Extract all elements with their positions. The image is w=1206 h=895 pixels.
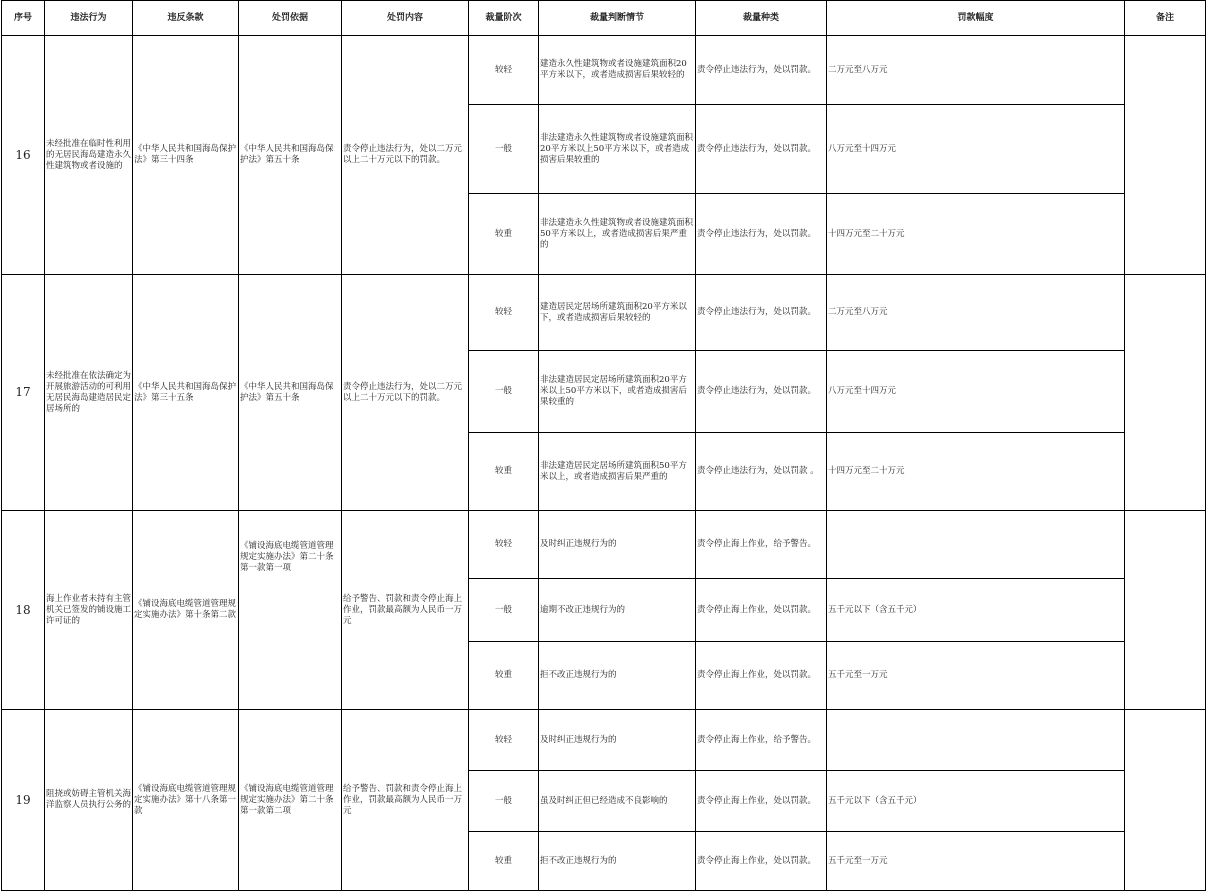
row-circumstance: 拒不改正违规行为的 <box>539 642 696 710</box>
row-type: 责令停止海上作业，处以罚款。 <box>696 579 827 642</box>
row-basis: 《中华人民共和国海岛保护法》第五十条 <box>239 36 342 275</box>
row-no: 17 <box>2 275 45 511</box>
row-no: 16 <box>2 36 45 275</box>
row-content: 责令停止违法行为，处以二万元以上二十万元以下的罚款。 <box>342 36 469 275</box>
row-range: 五千元以下（含五千元） <box>827 771 1125 832</box>
row-clause: 《中华人民共和国海岛保护法》第三十五条 <box>133 275 239 511</box>
row-type: 责令停止海上作业，处以罚款。 <box>696 642 827 710</box>
row-content: 给予警告、罚款和责令停止海上作业，罚款最高额为人民币一万元 <box>342 710 469 891</box>
row-level: 较轻 <box>469 511 539 579</box>
header-level: 裁量阶次 <box>469 1 539 36</box>
row-range: 二万元至八万元 <box>827 275 1125 351</box>
row-type: 责令停止违法行为，处以罚款。 <box>696 194 827 275</box>
header-circumstance: 裁量判断情节 <box>539 1 696 36</box>
row-level: 较重 <box>469 433 539 511</box>
row-circumstance: 非法建造永久性建筑物或者设施建筑面积50平方米以上，或者造成损害后果严重的 <box>539 194 696 275</box>
row-clause: 《中华人民共和国海岛保护法》第三十四条 <box>133 36 239 275</box>
row-clause: 《铺设海底电缆管道管理规定实施办法》第十条第二款 <box>133 511 239 710</box>
row-behavior: 海上作业者未持有主管机关已签发的铺设施工许可证的 <box>45 511 133 710</box>
table-row <box>2 511 1206 579</box>
row-basis: 《铺设海底电缆管道管理规定实施办法》第二十条第一款第一项 <box>239 511 342 710</box>
row-circumstance: 逾期不改正违规行为的 <box>539 579 696 642</box>
row-type: 责令停止违法行为，处以罚款。 <box>696 36 827 105</box>
row-range <box>827 710 1125 771</box>
row-type: 责令停止海上作业，给予警告。 <box>696 511 827 579</box>
row-basis: 《中华人民共和国海岛保护法》第五十条 <box>239 275 342 511</box>
row-circumstance: 非法建造居民定居场所建筑面积20平方米以上50平方米以下，或者造成损害后果较重的 <box>539 351 696 433</box>
row-remark <box>1125 511 1206 710</box>
row-type: 责令停止违法行为，处以罚款。 <box>696 351 827 433</box>
header-row <box>2 1 1206 36</box>
row-level: 一般 <box>469 771 539 832</box>
row-range: 八万元至十四万元 <box>827 351 1125 433</box>
row-level: 一般 <box>469 351 539 433</box>
row-level: 较轻 <box>469 275 539 351</box>
row-behavior: 未经批准在临时性利用的无居民海岛建造永久性建筑物或者设施的 <box>45 36 133 275</box>
row-type: 责令停止海上作业，处以罚款。 <box>696 832 827 891</box>
row-remark <box>1125 36 1206 275</box>
row-level: 较重 <box>469 194 539 275</box>
row-remark <box>1125 710 1206 891</box>
row-circumstance: 建造永久性建筑物或者设施建筑面积20平方米以下，或者造成损害后果较轻的 <box>539 36 696 105</box>
row-type: 责令停止违法行为，处以罚款 。 <box>696 433 827 511</box>
header-no: 序号 <box>2 1 45 36</box>
header-basis: 处罚依据 <box>239 1 342 36</box>
header-remark: 备注 <box>1125 1 1206 36</box>
row-circumstance: 虽及时纠正但已经造成不良影响的 <box>539 771 696 832</box>
row-content: 给予警告、罚款和责令停止海上作业，罚款最高额为人民币一万元 <box>342 511 469 710</box>
row-level: 较重 <box>469 642 539 710</box>
row-range <box>827 511 1125 579</box>
row-level: 一般 <box>469 579 539 642</box>
table-row <box>2 275 1206 351</box>
row-circumstance: 拒不改正违规行为的 <box>539 832 696 891</box>
table-row <box>2 36 1206 105</box>
penalty-discretion-table <box>1 0 1206 891</box>
row-type: 责令停止海上作业，处以罚款。 <box>696 771 827 832</box>
row-circumstance: 非法建造永久性建筑物或者设施建筑面积20平方米以上50平方米以下，或者造成损害后果较重的 <box>539 105 696 194</box>
row-range: 五千元以下（含五千元） <box>827 579 1125 642</box>
header-behavior: 违法行为 <box>45 1 133 36</box>
row-range: 十四万元至二十万元 <box>827 433 1125 511</box>
row-clause: 《铺设海底电缆管道管理规定实施办法》第十八条第一款 <box>133 710 239 891</box>
row-type: 责令停止海上作业，给予警告。 <box>696 710 827 771</box>
row-behavior: 未经批准在依法确定为开展旅游活动的可利用无居民海岛建造居民定居场所的 <box>45 275 133 511</box>
row-no: 18 <box>2 511 45 710</box>
row-circumstance: 建造居民定居场所建筑面积20平方米以下，或者造成损害后果较轻的 <box>539 275 696 351</box>
row-range: 十四万元至二十万元 <box>827 194 1125 275</box>
row-level: 较轻 <box>469 710 539 771</box>
row-range: 八万元至十四万元 <box>827 105 1125 194</box>
row-range: 五千元至一万元 <box>827 642 1125 710</box>
row-level: 较重 <box>469 832 539 891</box>
row-content: 责令停止违法行为，处以二万元以上二十万元以下的罚款。 <box>342 275 469 511</box>
row-range: 五千元至一万元 <box>827 832 1125 891</box>
header-range: 罚款幅度 <box>827 1 1125 36</box>
row-type: 责令停止违法行为，处以罚款。 <box>696 275 827 351</box>
row-level: 一般 <box>469 105 539 194</box>
row-behavior: 阻挠或妨碍主管机关海洋监察人员执行公务的 <box>45 710 133 891</box>
row-type: 责令停止违法行为，处以罚款。 <box>696 105 827 194</box>
row-circumstance: 及时纠正违规行为的 <box>539 710 696 771</box>
table-row <box>2 710 1206 771</box>
row-circumstance: 及时纠正违规行为的 <box>539 511 696 579</box>
header-type: 裁量种类 <box>696 1 827 36</box>
row-range: 二万元至八万元 <box>827 36 1125 105</box>
row-no: 19 <box>2 710 45 891</box>
header-clause: 违反条款 <box>133 1 239 36</box>
row-circumstance: 非法建造居民定居场所建筑面积50平方米以上，或者造成损害后果严重的 <box>539 433 696 511</box>
header-content: 处罚内容 <box>342 1 469 36</box>
row-level: 较轻 <box>469 36 539 105</box>
row-remark <box>1125 275 1206 511</box>
row-basis: 《铺设海底电缆管道管理规定实施办法》第二十条第一款第二项 <box>239 710 342 891</box>
